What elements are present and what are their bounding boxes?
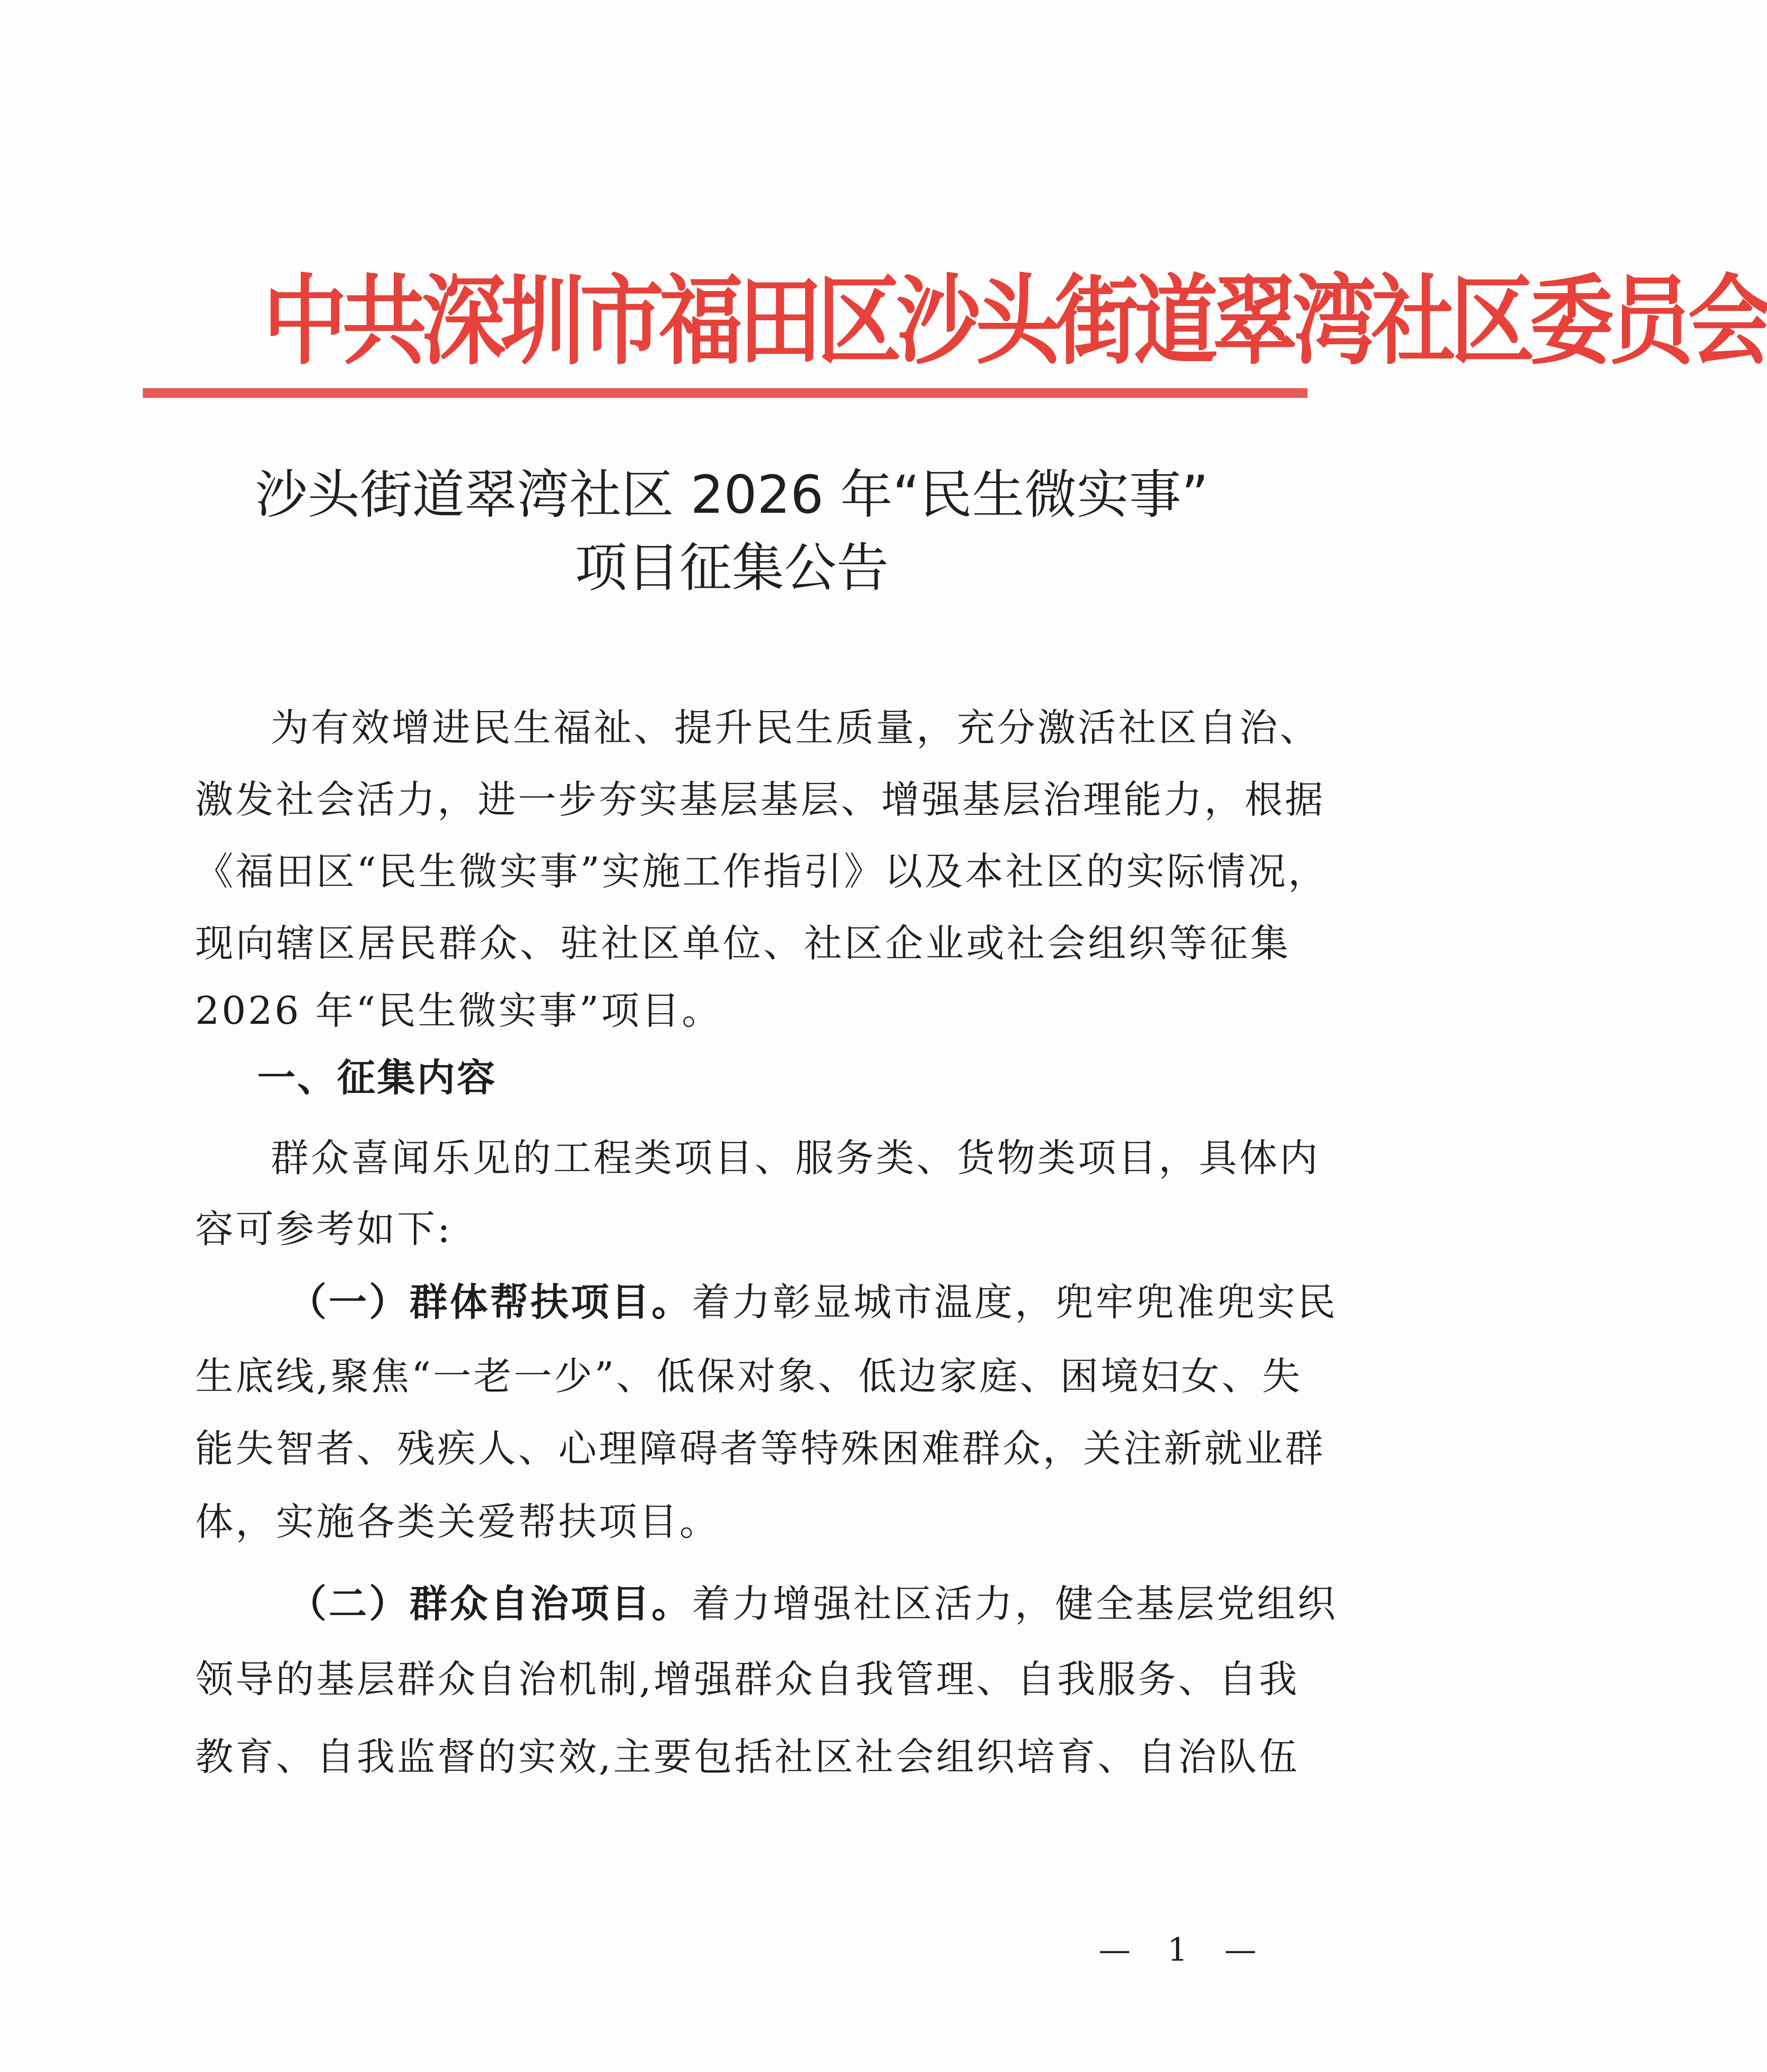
red-header-rule	[143, 388, 1308, 398]
page-number: — 1 —	[1099, 1931, 1270, 1968]
document-title-line-2: 项目征集公告	[574, 537, 889, 598]
section1-intro-line-2: 容可参考如下:	[195, 1207, 452, 1251]
item2-line-2: 领导的基层群众自治机制,增强群众自我管理、自我服务、自我	[195, 1657, 1300, 1702]
section1-intro-line-1: 群众喜闻乐见的工程类项目、服务类、货物类项目，具体内	[271, 1136, 1320, 1180]
item1-line-3: 能失智者、残疾人、心理障碍者等特殊困难群众，关注新就业群	[195, 1427, 1325, 1471]
document-title-line-1: 沙头街道翠湾社区 2026 年“民生微实事”	[255, 464, 1209, 525]
item2-line-1	[288, 1568, 1338, 1640]
intro-line-4: 现向辖区居民群众、驻社区单位、社区企业或社会组织等征集	[195, 921, 1291, 966]
item1-line-4: 体，实施各类关爱帮扶项目。	[195, 1500, 720, 1544]
intro-line-1: 为有效增进民生福祉、提升民生质量，充分激活社区自治、	[271, 706, 1320, 750]
item2-lead: （二）群众自治项目。	[288, 1581, 692, 1626]
item1-line-2: 生底线,聚焦“一老一少”、低保对象、低边家庭、困境妇女、失	[195, 1354, 1303, 1399]
item2-line-1-text: 着力增强社区活力，健全基层党组织	[692, 1582, 1338, 1626]
intro-line-3: 《福田区“民生微实事”实施工作指引》以及本社区的实际情况，	[195, 849, 1328, 894]
intro-line-2: 激发社会活力，进一步夯实基层基层、增强基层治理能力，根据	[195, 778, 1325, 822]
item1-line-1-text: 着力彰显城市温度，兜牢兜准兜实民	[692, 1280, 1338, 1325]
item1-lead: （一）群体帮扶项目。	[288, 1280, 692, 1325]
section-heading-1: 一、征集内容	[257, 1056, 497, 1100]
item1-line-1	[288, 1266, 1338, 1338]
intro-line-5: 2026 年“民生微实事”项目。	[195, 989, 723, 1033]
organization-header: 中共深圳市福田区沙头街道翠湾社区委员会	[263, 265, 1767, 378]
item2-line-3: 教育、自我监督的实效,主要包括社区社会组织培育、自治队伍	[195, 1735, 1300, 1779]
